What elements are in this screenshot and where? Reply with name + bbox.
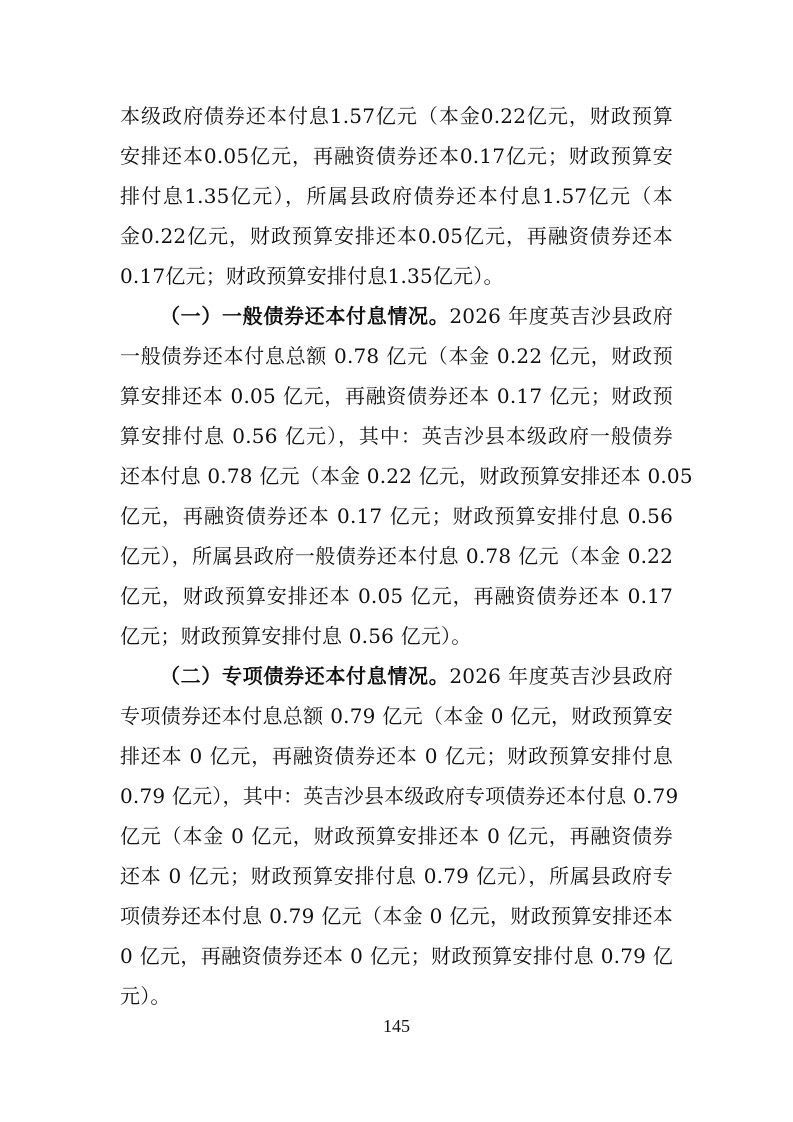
heading-line-rest: 2026 年度英吉沙县政府	[449, 664, 673, 688]
paragraph-general-bonds	[120, 296, 693, 656]
text-line	[120, 296, 673, 336]
text-line: 算安排付息 0.56 亿元），其中：英吉沙县本级政府一般债券	[120, 424, 673, 448]
text-line: 专项债券还本付息总额 0.79 亿元（本金 0 亿元，财政预算安	[120, 704, 673, 728]
text-line: 亿元，再融资债券还本 0.17 亿元；财政预算安排付息 0.56	[120, 504, 673, 528]
text-line: 亿元；财政预算安排付息 0.56 亿元）。	[120, 624, 472, 648]
paragraph-summary	[120, 96, 673, 296]
text-line: 排付息1.35亿元），所属县政府债券还本付息1.57亿元（本	[120, 184, 673, 208]
text-line: 0.79 亿元），其中：英吉沙县本级政府专项债券还本付息 0.79	[120, 784, 679, 808]
section-heading: （二）专项债券还本付息情况。	[160, 664, 450, 688]
text-line: 元）。	[120, 984, 171, 1008]
text-line: 算安排还本 0.05 亿元，再融资债券还本 0.17 亿元；财政预	[120, 384, 673, 408]
text-line: 还本 0 亿元；财政预算安排付息 0.79 亿元），所属县政府专	[120, 864, 673, 888]
text-line: 亿元），所属县政府一般债券还本付息 0.78 亿元（本金 0.22	[120, 544, 673, 568]
text-line: 0.17亿元；财政预算安排付息1.35亿元）。	[120, 264, 504, 288]
text-line: 项债券还本付息 0.79 亿元（本金 0 亿元，财政预算安排还本	[120, 904, 673, 928]
text-line: 亿元，财政预算安排还本 0.05 亿元，再融资债券还本 0.17	[120, 584, 673, 608]
section-heading: （一）一般债券还本付息情况。	[160, 304, 450, 328]
text-line	[120, 656, 673, 696]
text-line: 一般债券还本付息总额 0.78 亿元（本金 0.22 亿元，财政预	[120, 344, 673, 368]
text-line: 安排还本0.05亿元，再融资债券还本0.17亿元；财政预算安	[120, 144, 673, 168]
heading-line-rest: 2026 年度英吉沙县政府	[449, 304, 673, 328]
page-number: 145	[383, 1016, 410, 1036]
paragraph-special-bonds	[120, 656, 679, 1016]
text-line: 本级政府债券还本付息1.57亿元（本金0.22亿元，财政预算	[120, 104, 673, 128]
text-line: 还本付息 0.78 亿元（本金 0.22 亿元，财政预算安排还本 0.05	[120, 464, 693, 488]
text-line: 排还本 0 亿元，再融资债券还本 0 亿元；财政预算安排付息	[120, 744, 673, 768]
text-line: 亿元（本金 0 亿元，财政预算安排还本 0 亿元，再融资债券	[120, 824, 673, 848]
document-body	[120, 96, 693, 1016]
text-line: 金0.22亿元，财政预算安排还本0.05亿元，再融资债券还本	[120, 224, 673, 248]
text-line: 0 亿元，再融资债券还本 0 亿元；财政预算安排付息 0.79 亿	[120, 944, 673, 968]
